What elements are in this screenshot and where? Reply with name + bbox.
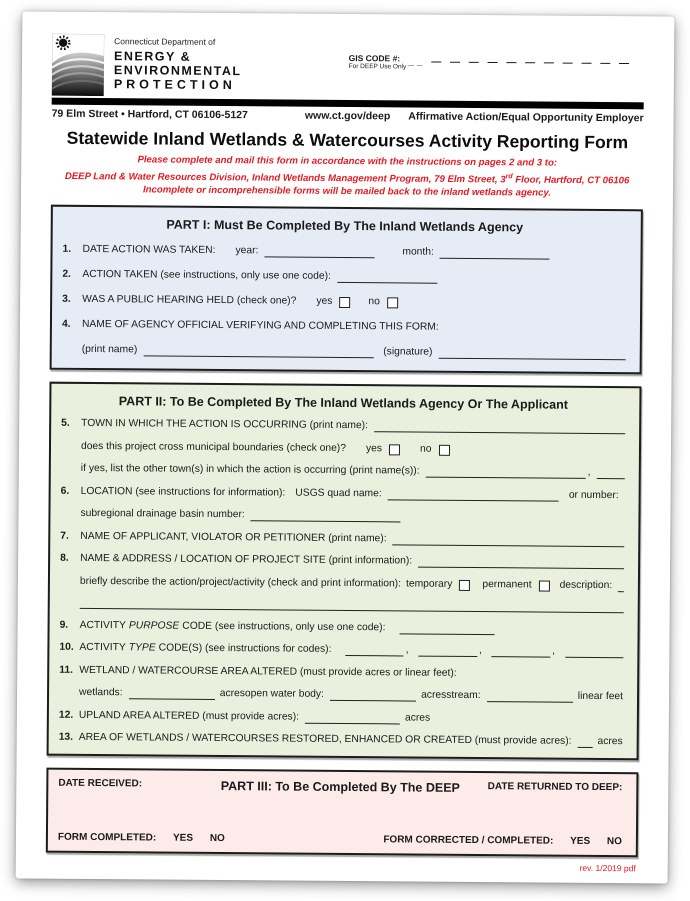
q5-no-label: no [420,443,432,455]
gis-code-label: GIS CODE #: [349,54,407,63]
q5-other-towns-row [61,463,625,479]
q8-description-field[interactable] [618,581,624,592]
revision-note: rev. 1/2019 pdf [46,859,638,874]
website-link[interactable]: www.ct.gov/deep [305,110,390,123]
q9-purpose-code-field[interactable] [399,623,494,635]
q5-yes-checkbox[interactable] [389,444,400,455]
q7-applicant-field[interactable] [393,534,625,547]
q13-number: 13. [59,732,79,744]
q10-comma-3: , [552,646,555,658]
form-corrected-label: FORM CORRECTED / COMPLETED: [383,835,553,847]
q1-row [63,243,627,259]
form-corrected-yes[interactable]: YES [570,836,590,847]
q7-row [60,530,624,546]
q10-type-code-field-3[interactable] [492,646,550,657]
street-address: 79 Elm Street • Hartford, CT 06106-5127 [52,108,305,122]
q10-label-b: CODE(S) (see instructions for codes): [159,643,332,656]
q7-label: NAME OF APPLICANT, VIOLATOR OR PETITIONER (print name): [80,531,386,545]
q9-number: 9. [60,619,80,631]
q8-number: 8. [60,553,80,565]
q1-year-label: year: [235,245,258,257]
q11-measurements-row [59,687,623,703]
q5-other-town-field-1[interactable] [426,467,586,479]
q10-comma-2: , [479,645,482,657]
form-page [16,11,675,883]
q10-comma-1: , [406,645,409,657]
instructions-line-2b: Floor, Hartford, CT 06106 [513,174,630,186]
q8-describe-row [60,575,624,591]
part2-section [47,381,642,760]
q9-label-a: ACTIVITY [80,620,126,632]
q1-year-field[interactable] [264,246,374,258]
form-completed-yes[interactable]: YES [173,833,193,844]
q8-description-label: description: [560,579,613,591]
q10-row [59,642,623,658]
q5-comma: , [588,467,591,479]
agency-line-protection: PROTECTION [114,77,242,92]
q10-label-a: ACTIVITY [79,642,125,654]
q8-site-field[interactable] [418,557,624,570]
q3-label: WAS A PUBLIC HEARING HELD (check one)? [82,294,296,308]
q6-row [61,485,625,501]
q11-linear-feet-label: linear feet [578,691,623,703]
q1-label: DATE ACTION WAS TAKEN: [82,244,215,257]
gis-code-labels [349,54,407,71]
q6-label: LOCATION (see instructions for information): [81,486,286,500]
q5-yes-label: yes [366,443,382,455]
q11-acres-label-1: acres [220,688,245,700]
q10-type-code-field-1[interactable] [345,645,403,656]
q4-print-name-field[interactable] [143,345,373,358]
q5-row [61,418,625,434]
q8-temporary-label: temporary [406,578,452,590]
q11-open-water-field[interactable] [330,690,416,702]
q13-row [59,732,623,748]
q6-quad-name-field[interactable] [388,489,559,501]
q1-number: 1. [63,243,83,255]
q2-code-field[interactable] [337,272,437,284]
q5-cross-label: does this project cross municipal boundaries (check one)? [81,441,346,455]
part1-section [50,204,643,374]
form-completed-label: FORM COMPLETED: [58,832,156,844]
q9-label-purpose: PURPOSE [129,620,179,632]
q3-no-label: no [368,296,380,308]
q8-description-field-2[interactable] [80,598,624,613]
q11-wetlands-label: wetlands: [79,687,123,699]
header [52,34,644,101]
q6-basin-row [60,508,624,524]
eeo-statement: Affirmative Action/Equal Opportunity Employer [390,110,643,124]
mailing-instructions [51,153,643,201]
q4-label: NAME OF AGENCY OFFICIAL VERIFYING AND COMPLETING THIS FORM: [82,319,439,334]
q4-print-name-label: (print name) [82,344,138,356]
q5-ifyes-label: if yes, list the other town(s) in which the action is occurring (print name(s)): [81,463,420,478]
agency-name-block [114,34,242,92]
q3-yes-label: yes [316,295,332,307]
q11-acres-label-2: acres [421,690,446,702]
q3-number: 3. [62,293,82,305]
q5-boundaries-row [61,440,625,456]
q11-stream-field[interactable] [487,691,573,703]
q5-town-field[interactable] [374,421,625,434]
q11-row [59,664,623,680]
q8-description-continued-row [60,598,624,613]
q6-usgs-label: USGS quad name: [295,487,382,500]
q4-number: 4. [62,318,82,330]
instructions-line-2a: DEEP Land & Water Resources Division, Inland Wetlands Management Program, 79 Elm Street, 3 [65,170,506,184]
q10-label-type: TYPE [129,642,156,654]
form-corrected-no[interactable]: NO [607,836,622,847]
part3-header-row [58,778,622,796]
q4-row [62,318,626,334]
form-completed-group [58,832,225,844]
q8-permanent-label: permanent [482,579,531,591]
form-title: Statewide Inland Wetlands & Watercourses Activity Reporting Form [51,128,643,154]
form-corrected-group [383,835,622,848]
q2-number: 2. [62,268,82,280]
part3-section [46,768,639,858]
agency-line-energy: ENERGY & [114,49,242,64]
part3-title: PART III: To Be Completed By The DEEP [221,779,460,795]
form-completed-no[interactable]: NO [210,833,225,844]
q12-label: UPLAND AREA ALTERED (must provide acres): [79,710,299,724]
gis-code-subnote: For DEEP Use Only [349,63,407,71]
q1-month-field[interactable] [440,247,550,259]
q7-number: 7. [60,530,80,542]
q11-open-water-label: open water body: [245,688,324,701]
q5-other-town-field-2[interactable] [596,468,624,479]
q11-number: 11. [59,664,79,676]
part3-footer-row [58,832,622,847]
q6-basin-number-field[interactable] [251,510,401,522]
q11-stream-label: stream: [446,690,480,702]
date-received-label: DATE RECEIVED: [58,778,221,790]
q6-subregional-label: subregional drainage basin number: [80,508,244,521]
q13-acres-label: acres [597,736,622,748]
q12-row [59,709,623,725]
dept-of-label: Connecticut Department of [114,36,242,47]
gis-code-block [349,54,632,73]
part2-title: PART II: To Be Completed By The Inland Wetlands Agency Or The Applicant [61,393,625,411]
part1-title: PART I: Must Be Completed By The Inland Wetlands Agency [63,216,627,234]
q12-acres-label: acres [405,712,430,724]
q4-signature-label: (signature) [383,346,432,358]
q10-type-code-field-2[interactable] [419,646,477,657]
q5-no-checkbox[interactable] [438,444,449,455]
q8-permanent-checkbox[interactable] [539,580,550,591]
q11-label: WETLAND / WATERCOURSE AREA ALTERED (must provide acres or linear feet): [79,665,457,680]
q4-signature-field[interactable] [438,347,625,359]
q10-type-code-field-4[interactable] [565,647,623,658]
instructions-line-3: Incomplete or incomprehensible forms will be mailed back to the inland wetlands agency. [51,183,643,201]
q4-signature-row [62,343,626,359]
gis-code-field[interactable]: __ — — — — — — — — — — — [408,56,632,69]
q3-no-checkbox[interactable] [387,297,398,308]
q8-temporary-checkbox[interactable] [459,580,470,591]
q5-label: TOWN IN WHICH THE ACTION IS OCCURRING (print name): [81,418,368,432]
q12-upland-field[interactable] [305,712,400,724]
q6-or-number-label: or number: [569,489,619,501]
q8-label: NAME & ADDRESS / LOCATION OF PROJECT SITE (print information): [80,553,412,568]
q3-yes-checkbox[interactable] [339,297,350,308]
q11-wetlands-field[interactable] [129,688,215,700]
ordinal-suffix: rd [506,173,513,180]
q1-month-label: month: [402,246,434,258]
q5-number: 5. [61,418,81,430]
q8-row [60,553,624,569]
q13-label: AREA OF WETLANDS / WATERCOURSES RESTORED, ENHANCED OR CREATED (must provide acres): [79,732,572,748]
instructions-line-1: Please complete and mail this form in accordance with the instructions on pages 2 and 3 to: [51,153,643,171]
q9-row [60,619,624,635]
agency-line-environmental: ENVIRONMENTAL [114,63,242,78]
q2-label: ACTION TAKEN (see instructions, only use one code): [82,269,331,283]
q12-number: 12. [59,709,79,721]
q2-row [62,268,626,284]
q3-row [62,293,626,309]
q8-describe-label: briefly describe the action/project/activity (check and print information): [80,576,401,591]
q9-label-b: CODE (see instructions, only use one code): [182,620,385,634]
q10-number: 10. [59,642,79,654]
q6-number: 6. [61,485,81,497]
q13-restored-field[interactable] [577,737,592,748]
date-returned-label: DATE RETURNED TO DEEP: [460,781,623,793]
contact-row [52,105,644,127]
deep-logo-icon [52,34,104,96]
